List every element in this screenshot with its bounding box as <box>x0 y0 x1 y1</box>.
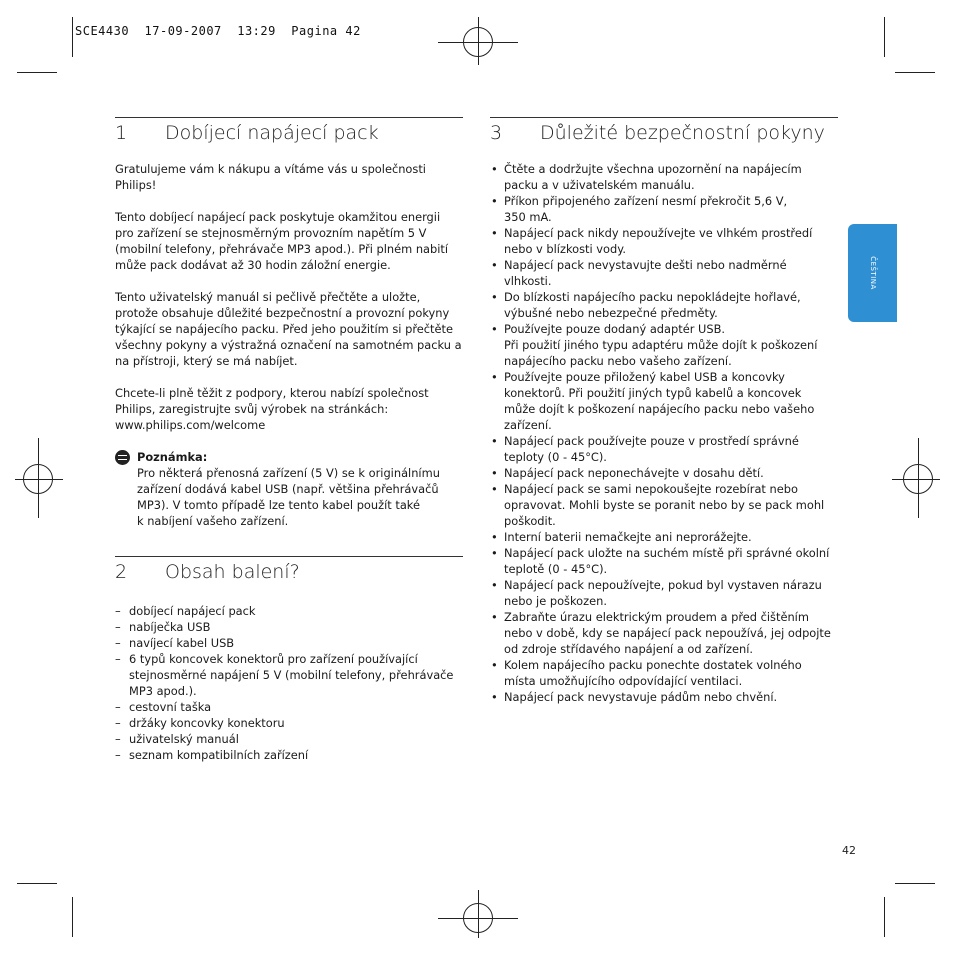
section-heading <box>115 561 463 583</box>
left-column <box>115 117 463 763</box>
list-item: – uživatelský manuál <box>115 731 463 747</box>
safety-list <box>490 161 838 705</box>
list-item: • Napájecí pack nevystavuje pádům nebo chvění. <box>490 689 838 705</box>
list-item: • Napájecí pack používejte pouze v prostředí správné teploty (0 - 45°C). <box>490 433 838 465</box>
page-number: 42 <box>842 844 856 857</box>
crop-mark <box>72 17 73 57</box>
note-body: Pro některá přenosná zařízení (5 V) se k originálnímu zařízení dodává kabel USB (např. většina přehrávačů MP3). V tomto případě lze tento kabel použít také k nabíjení vašeho zařízení. <box>137 466 440 528</box>
registration-line <box>38 438 39 518</box>
list-item: • Do blízkosti napájecího packu nepokládejte hořlavé, výbušné nebo nebezpečné předměty. <box>490 289 838 321</box>
crop-mark <box>884 897 885 937</box>
list-item: • Kolem napájecího packu ponechte dostatek volného místa umožňujícího odpovídající ventilaci. <box>490 657 838 689</box>
note-icon <box>115 450 130 465</box>
list-item: – dobíjecí napájecí pack <box>115 603 463 619</box>
registration-line <box>15 479 63 480</box>
section-heading <box>115 122 463 144</box>
print-slug: SCE4430 17-09-2007 13:29 Pagina 42 <box>75 24 361 38</box>
list-item: • Napájecí pack nikdy nepoužívejte ve vlhkém prostředí nebo v blízkosti vody. <box>490 225 838 257</box>
crop-mark <box>884 17 885 57</box>
section-number: 1 <box>115 122 128 144</box>
section-rule <box>115 117 463 118</box>
list-item: • Používejte pouze dodaný adaptér USB. Při použití jiného typu adaptéru může dojít k poškození napájecího packu nebo vašeho zařízení. <box>490 321 838 369</box>
list-item: • Napájecí pack neponechávejte v dosahu dětí. <box>490 465 838 481</box>
list-item: – seznam kompatibilních zařízení <box>115 747 463 763</box>
paragraph: Gratulujeme vám k nákupu a vítáme vás u společnosti Philips! <box>115 162 426 192</box>
contents-list <box>115 603 463 763</box>
paragraph: Chcete-li plně těžit z podpory, kterou nabízí společnost Philips, zaregistrujte svůj výrobek na stránkách: www.philips.com/welcome <box>115 386 429 432</box>
list-item: • Používejte pouze přiložený kabel USB a koncovky konektorů. Při použití jiných typů kabelů a koncovek může dojít k poškození napájecího packu nebo vašeho zařízení. <box>490 369 838 433</box>
list-item: • Zabraňte úrazu elektrickým proudem a před čištěním nebo v době, kdy se napájecí pack nepoužívá, jej odpojte od zdroje střídavého napájení a od zařízení. <box>490 609 838 657</box>
section-title: Důležité bezpečnostní pokyny <box>540 122 825 144</box>
section-rule <box>115 556 463 557</box>
list-item: – navíjecí kabel USB <box>115 635 463 651</box>
crop-mark <box>895 883 935 884</box>
list-item: – 6 typů koncovek konektorů pro zařízení používající stejnosměrné napájení 5 V (mobilní telefony, přehrávače MP3 apod.). <box>115 651 463 699</box>
section-number: 3 <box>490 122 503 144</box>
note-title: Poznámka: <box>115 449 463 465</box>
list-item: – držáky koncovky konektoru <box>115 715 463 731</box>
section-heading <box>490 122 838 144</box>
registration-line <box>892 479 940 480</box>
section-title: Obsah balení? <box>165 561 300 583</box>
paragraph: Tento uživatelský manuál si pečlivě přečtěte a uložte, protože obsahuje důležité bezpečnostní a provozní pokyny týkající se napájecího packu. Před jeho použitím si přečtěte všechny pokyny a výstražná označení na samotném packu a na přístroji, který se má nabíjet. <box>115 290 462 368</box>
language-tab-label: ČEŠTINA <box>868 256 877 290</box>
registration-line <box>918 438 919 518</box>
section-rule <box>490 117 838 118</box>
crop-mark <box>72 897 73 937</box>
website-link[interactable]: www.philips.com/welcome <box>115 418 266 432</box>
registration-line <box>478 890 479 938</box>
registration-line <box>478 17 479 65</box>
list-item: • Napájecí pack se sami nepokoušejte rozebírat nebo opravovat. Mohli byste se poranit nebo by se pack mohl poškodit. <box>490 481 838 529</box>
crop-mark <box>17 883 57 884</box>
right-column <box>490 117 838 705</box>
section-1-body <box>115 161 463 529</box>
section-number: 2 <box>115 561 128 583</box>
list-item: • Interní baterii nemačkejte ani neprorážejte. <box>490 529 838 545</box>
list-item: – nabíječka USB <box>115 619 463 635</box>
list-item: • Příkon připojeného zařízení nesmí překročit 5,6 V, 350 mA. <box>490 193 838 225</box>
language-tab <box>848 224 897 322</box>
list-item: • Čtěte a dodržujte všechna upozornění na napájecím packu a v uživatelském manuálu. <box>490 161 838 193</box>
list-item: • Napájecí pack nevystavujte dešti nebo nadměrné vlhkosti. <box>490 257 838 289</box>
crop-mark <box>895 72 935 73</box>
paragraph: Tento dobíjecí napájecí pack poskytuje okamžitou energii pro zařízení se stejnosměrným provozním napětím 5 V (mobilní telefony, přehrávače MP3 apod.). Při plném nabití může pack dodávat až 30 hodin záložní energie. <box>115 210 449 272</box>
list-item: • Napájecí pack nepoužívejte, pokud byl vystaven nárazu nebo je poškozen. <box>490 577 838 609</box>
crop-mark <box>17 72 57 73</box>
list-item: – cestovní taška <box>115 699 463 715</box>
section-title: Dobíjecí napájecí pack <box>165 122 379 144</box>
list-item: • Napájecí pack uložte na suchém místě při správné okolní teplotě (0 - 45°C). <box>490 545 838 577</box>
